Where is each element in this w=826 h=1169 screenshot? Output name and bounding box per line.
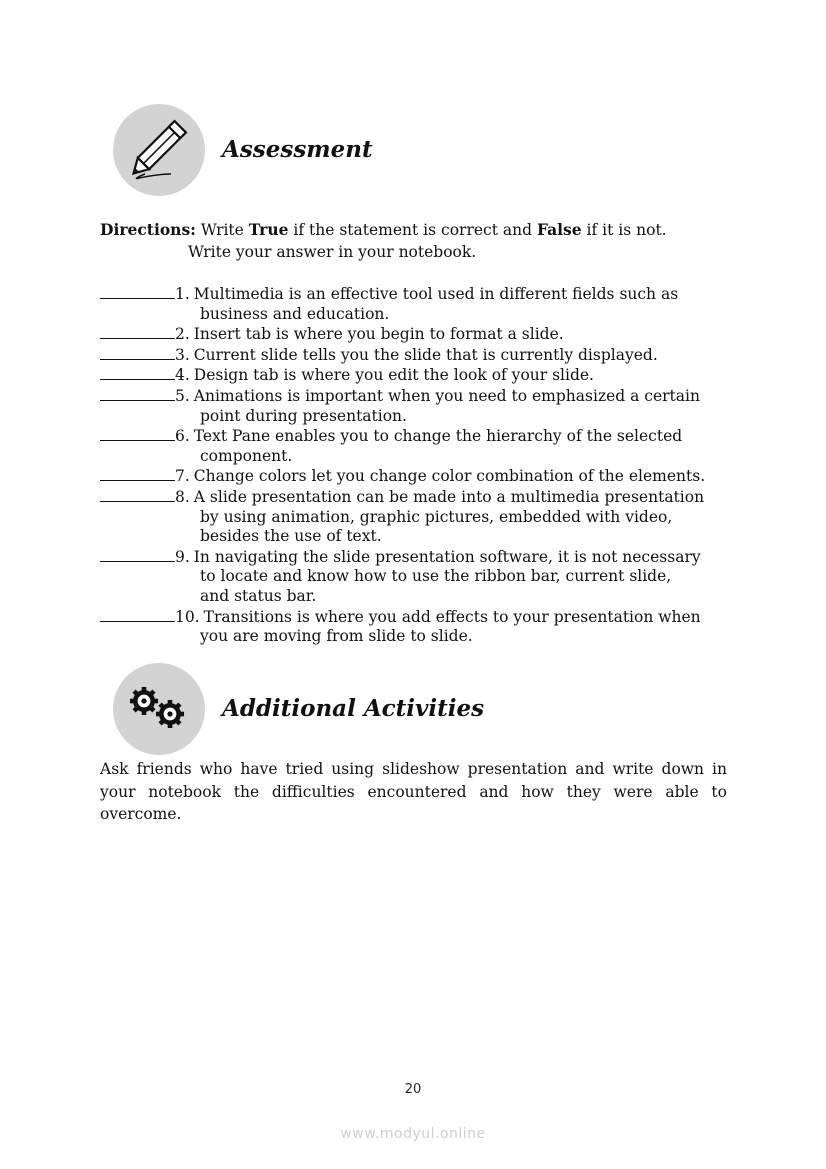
answer-blank[interactable] <box>100 426 175 441</box>
answer-blank[interactable] <box>100 386 175 401</box>
directions-text: if it is not. <box>581 221 667 239</box>
answer-blank[interactable] <box>100 607 175 622</box>
assessment-item <box>100 324 740 345</box>
answer-blank[interactable] <box>100 466 175 481</box>
assessment-item <box>100 547 740 607</box>
answer-blank[interactable] <box>100 487 175 502</box>
watermark: www.modyul.online <box>340 1126 486 1142</box>
item-statement: Transitions is where you add effects to your presentation when <box>203 607 701 626</box>
assessment-item <box>100 386 740 426</box>
assessment-heading: Assessment <box>222 136 373 163</box>
directions-text: if the statement is correct and <box>288 221 537 239</box>
item-statement: A slide presentation can be made into a multimedia presentation <box>193 487 705 506</box>
item-statement-continued: by using animation, graphic pictures, embedded with video, besides the use of text. <box>200 507 673 546</box>
gears-icon <box>113 663 205 755</box>
false-word: False <box>536 220 582 239</box>
item-number: 10. <box>175 607 200 626</box>
assessment-item <box>100 365 740 386</box>
item-number: 1. <box>175 285 190 303</box>
item-statement: Animations is important when you need to emphasized a certain <box>193 386 700 405</box>
additional-activities-text: Ask friends who have tried using slideshow presentation and write down in your notebook the difficulties encountered and how they were able to overcome. <box>100 760 727 823</box>
item-number: 6. <box>175 427 190 446</box>
assessment-item <box>100 607 740 647</box>
item-statement-continued: point during presentation. <box>200 406 407 425</box>
item-statement: Multimedia is an effective tool used in different fields such as <box>193 285 679 303</box>
assessment-item <box>100 284 740 324</box>
item-statement: Design tab is where you edit the look of your slide. <box>193 366 594 385</box>
item-statement-continued: business and education. <box>200 304 390 323</box>
answer-blank[interactable] <box>100 345 175 360</box>
item-number: 2. <box>175 325 190 344</box>
item-statement-continued: you are moving from slide to slide. <box>200 627 473 646</box>
directions-text: Write <box>195 221 249 239</box>
true-word: True <box>248 220 289 239</box>
assessment-item <box>100 466 740 487</box>
assessment-item <box>100 426 740 466</box>
page-number: 20 <box>404 1082 422 1097</box>
assessment-items <box>100 284 740 647</box>
item-statement: Insert tab is where you begin to format a slide. <box>193 325 564 344</box>
item-number: 9. <box>175 547 190 566</box>
answer-blank[interactable] <box>100 547 175 562</box>
item-statement: Text Pane enables you to change the hierarchy of the selected <box>193 427 683 446</box>
answer-blank[interactable] <box>100 365 175 380</box>
directions <box>100 219 740 263</box>
assessment-item <box>100 487 740 547</box>
answer-blank[interactable] <box>100 284 175 299</box>
item-statement: Current slide tells you the slide that is currently displayed. <box>193 345 658 364</box>
answer-blank[interactable] <box>100 324 175 339</box>
additional-activities-heading: Additional Activities <box>222 695 485 722</box>
item-number: 8. <box>175 487 190 506</box>
assessment-item <box>100 345 740 366</box>
item-statement-continued: to locate and know how to use the ribbon bar, current slide, and status bar. <box>200 567 672 605</box>
directions-line2: Write your answer in your notebook. <box>188 243 477 261</box>
directions-label: Directions: <box>100 220 196 239</box>
pencil-icon <box>113 104 205 196</box>
gear-left <box>130 687 158 715</box>
item-number: 4. <box>175 366 190 385</box>
gear-right <box>156 700 184 728</box>
item-statement: In navigating the slide presentation software, it is not necessary <box>193 547 701 566</box>
item-number: 3. <box>175 345 190 364</box>
item-statement-continued: component. <box>200 446 293 465</box>
item-number: 7. <box>175 467 190 486</box>
item-number: 5. <box>175 386 190 405</box>
item-statement: Change colors let you change color combination of the elements. <box>193 467 706 486</box>
